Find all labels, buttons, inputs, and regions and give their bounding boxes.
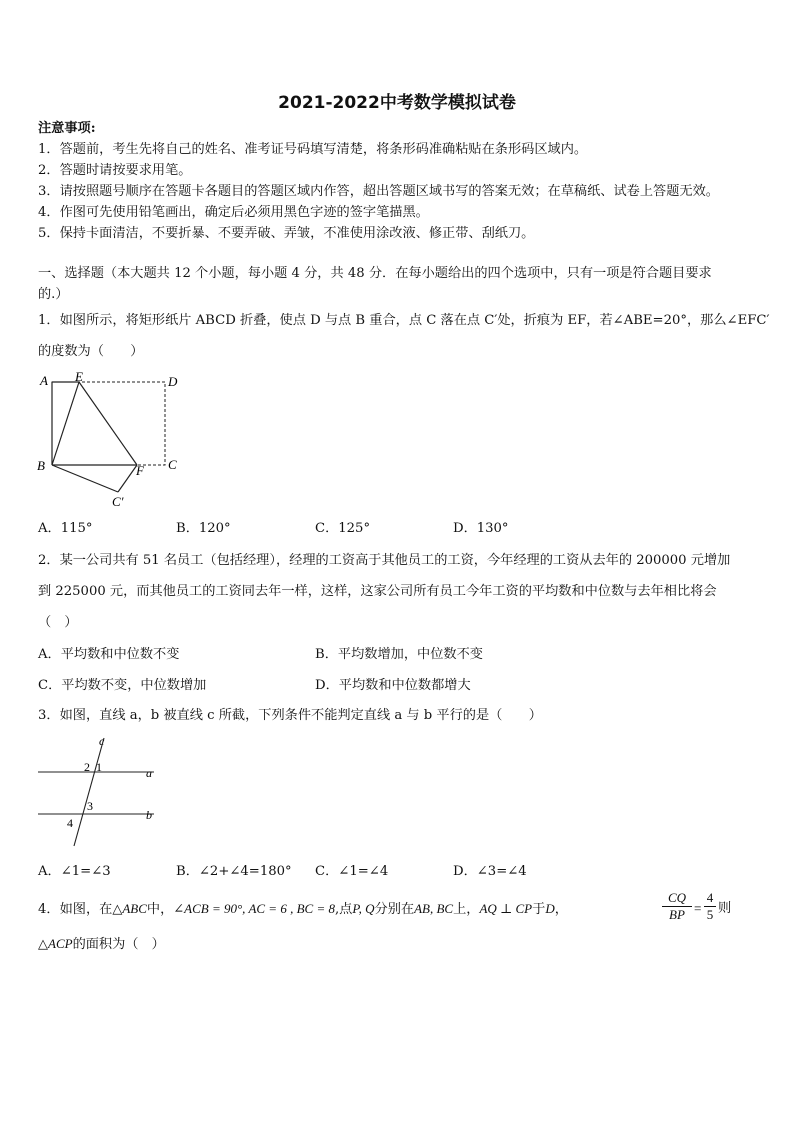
q4-ratio-denominator: BP — [669, 907, 685, 922]
q1-stem: 1．如图所示，将矩形纸片 ABCD 折叠，使点 D 与点 B 重合，点 C 落在点 C′处，折痕为 EF，若∠ABE=20°，那么∠EFC′ — [38, 313, 770, 328]
q3-option-b[interactable]: B．∠2+∠4=180° — [176, 864, 292, 879]
q1-option-a[interactable]: A．115° — [38, 521, 93, 536]
notice-item: 4．作图可先使用铅笔画出，确定后必须用黑色字迹的签字笔描黑。 — [38, 205, 429, 220]
q4-equals: = — [694, 901, 702, 916]
q1-stem-cont: 的度数为（ ） — [38, 344, 144, 359]
q4-segments-ab-bc: AB, BC — [414, 901, 454, 916]
q3-option-c[interactable]: C．∠1=∠4 — [315, 864, 389, 879]
label-C-prime: C′ — [112, 494, 124, 509]
q4-value-numerator: 4 — [704, 890, 716, 907]
q4-text: 分别在 — [374, 902, 415, 917]
notice-item: 3．请按照题号顺序在答题卡各题目的答题区域内作答，超出答题区域书写的答案无效；在草稿纸、试卷上答题无效。 — [38, 184, 719, 199]
q4-stem — [38, 901, 568, 918]
label-angle-3: 3 — [87, 799, 93, 813]
q4-ratio-numerator: CQ — [662, 890, 692, 907]
q4-text: 于 — [532, 902, 546, 917]
q4-value-fraction — [704, 890, 716, 923]
q3-option-a[interactable]: A．∠1=∠3 — [38, 864, 111, 879]
q2-option-c[interactable]: C．平均数不变，中位数增加 — [38, 678, 207, 693]
q4-text: 则 — [718, 901, 732, 916]
notice-item: 1．答题前，考生先将自己的姓名、准考证号码填写清楚，将条形码准确粘贴在条形码区域内。 — [38, 142, 588, 157]
notice-heading: 注意事项: — [38, 121, 96, 136]
q1-option-d[interactable]: D．130° — [453, 521, 509, 536]
q4-given-conditions: ∠ACB = 90°, AC = 6 , BC = 8 — [173, 901, 335, 916]
q4-perpendicular: AQ ⊥ CP — [479, 901, 533, 916]
label-C: C — [168, 457, 177, 472]
q4-points-pq: P, Q — [352, 901, 375, 916]
q4-text: ,点 — [334, 902, 353, 917]
q4-text: ， — [554, 902, 568, 917]
q4-text: 上， — [453, 902, 480, 917]
q4-text: 的面积为（ ） — [72, 937, 165, 952]
section-heading: 一、选择题（本大题共 12 个小题，每小题 4 分，共 48 分．在每小题给出的四个选项中，只有一项是符合题目要求 — [38, 266, 712, 281]
section-heading-cont: 的.） — [38, 287, 69, 302]
label-c: c — [99, 734, 105, 748]
q4-value-denominator: 5 — [706, 907, 714, 922]
q2-option-d[interactable]: D．平均数和中位数都增大 — [315, 678, 471, 693]
q3-figure — [36, 734, 161, 850]
q4-point-d: D — [545, 901, 555, 916]
q2-option-a[interactable]: A．平均数和中位数不变 — [38, 647, 180, 662]
q2-stem-end: （ ） — [38, 615, 78, 630]
q4-ratio-fraction — [662, 890, 692, 923]
label-F: F — [136, 463, 144, 478]
q1-option-c[interactable]: C．125° — [315, 521, 371, 536]
label-B: B — [37, 458, 45, 473]
notice-item: 2．答题时请按要求用笔。 — [38, 163, 192, 178]
label-D: D — [168, 374, 178, 389]
q3-stem: 3．如图，直线 a，b 被直线 c 所截，下列条件不能判定直线 a 与 b 平行的是（ ） — [38, 708, 542, 723]
q4-triangle-acp: △ACP — [38, 936, 73, 951]
label-angle-2: 2 — [84, 760, 90, 774]
label-b: b — [146, 808, 152, 822]
label-angle-4: 4 — [67, 816, 73, 830]
q1-figure — [34, 368, 194, 516]
q4-stem-cont — [38, 936, 165, 953]
label-a: a — [146, 766, 152, 780]
q1-option-b[interactable]: B．120° — [176, 521, 231, 536]
q4-text: 4．如图，在 — [38, 902, 113, 917]
q2-stem: 2．某一公司共有 51 名员工（包括经理），经理的工资高于其他员工的工资，今年经理的工资从去年的 200000 元增加 — [38, 553, 731, 568]
notice-item: 5．保持卡面清洁，不要折暴、不要弄破、弄皱，不准使用涂改液、修正带、刮纸刀。 — [38, 226, 535, 241]
q4-text: 中， — [146, 902, 174, 917]
q2-option-b[interactable]: B．平均数增加，中位数不变 — [315, 647, 483, 662]
page-title: 2021-2022中考数学模拟试卷 — [278, 93, 516, 113]
q3-option-d[interactable]: D．∠3=∠4 — [453, 864, 527, 879]
q4-triangle-abc: △ABC — [112, 901, 147, 916]
label-angle-1: 1 — [96, 760, 102, 774]
q2-stem-cont: 到 225000 元，而其他员工的工资同去年一样，这样，这家公司所有员工今年工资的平均数和中位数与去年相比将会 — [38, 584, 717, 599]
label-A: A — [40, 373, 48, 388]
label-E: E — [75, 369, 83, 384]
